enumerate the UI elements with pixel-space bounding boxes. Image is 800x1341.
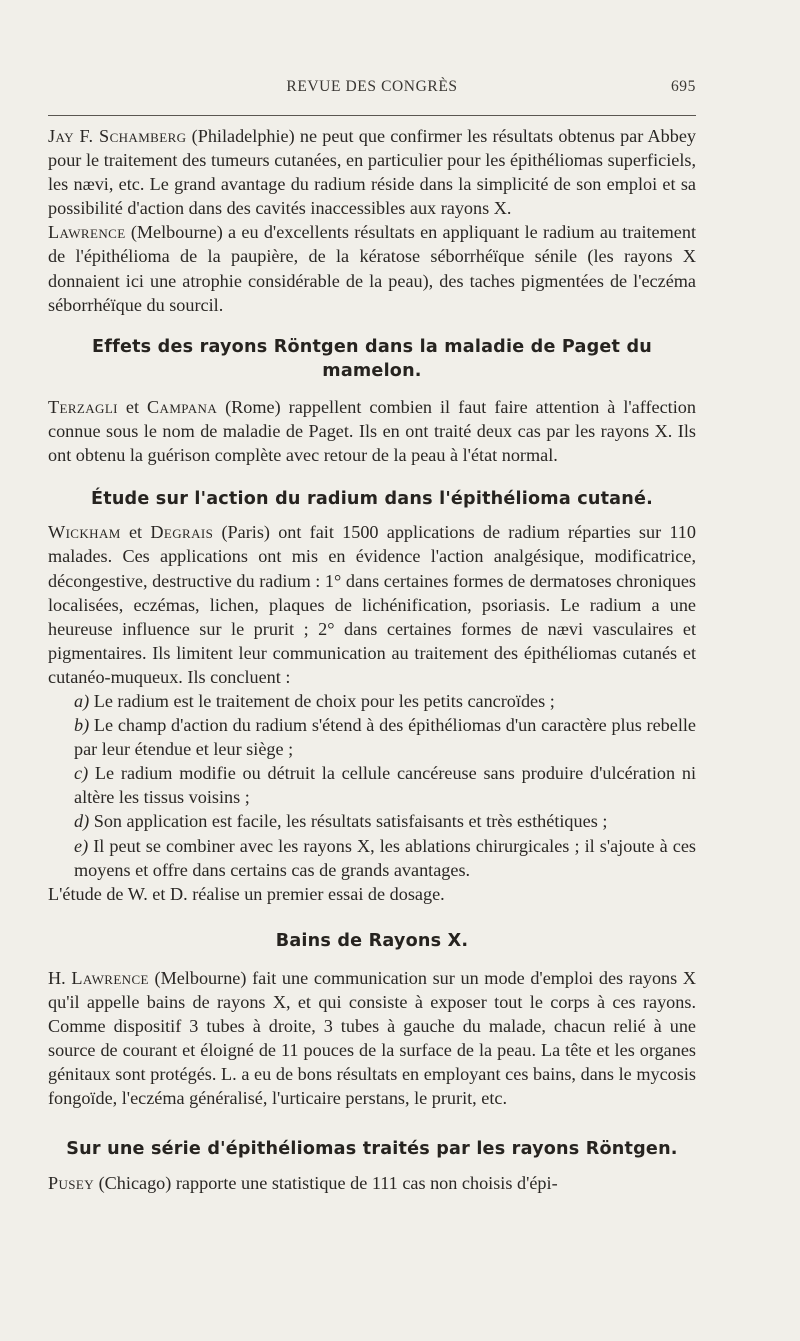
list-item [48, 834, 696, 882]
paragraph-text: (Paris) ont fait 1500 applications de radium réparties sur 110 malades. Ces applications ont mis en évidence l'action analgésique, modificatrice, décongestive, destructive du radium : 1° dans certaines formes de dermatoses chroniques localisées, eczémas, lichen, plaques de lichénification, psoriasis. Le radium a une heureuse influence sur le prurit ; 2° dans certaines formes de nævi vasculaires et pigmentaires. Ils limitent leur communication au traitement des épithéliomas cutanés et cutanéo-muqueux. Ils concluent : [48, 522, 696, 687]
author-name: Degrais [150, 522, 214, 543]
author-initial: H. [48, 967, 72, 988]
paragraph-text: (Melbourne) fait une communication sur un mode d'emploi des rayons X qu'il appelle bains de rayons X, et qui consiste à exposer tout le corps à ces rayons. Comme dispositif 3 tubes à droite, 3 tubes à gauche du malade, chacun relié à une source de courant et éloigné de 11 pouces de la surface de la peau. La tête et les organes génitaux sont protégés. L. a eu de bons résultats en employant ces bains, dans le mycosis fongoïde, l'eczéma généralisé, l'urticaire perstans, le prurit, etc. [48, 967, 697, 1109]
paragraph-pusey [48, 1171, 696, 1195]
author-name: Wickham [48, 522, 121, 543]
list-item-text: Son application est facile, les résultats satisfaisants et très esthétiques ; [89, 811, 608, 832]
paragraph-lawrence [48, 220, 696, 316]
paragraph-text: (Philadelphie) ne peut que confirmer les résultats obtenus par Abbey pour le traitement des tumeurs cutanées, en particulier pour les épithéliomas superficiels, les nævi, etc. Le grand avantage du radium réside dans la simplicité de son emploi et sa possibilité d'action dans des cavités inaccessibles aux rayons X. [48, 126, 696, 219]
section-heading-radium: Étude sur l'action du radium dans l'épithélioma cutané. [91, 489, 653, 510]
list-item-text: Le radium est le traitement de choix pour les petits cancroïdes ; [89, 690, 555, 711]
author-name: Pusey [48, 1172, 95, 1193]
list-item [48, 809, 696, 833]
conjunction: et [120, 522, 151, 543]
paragraph-text: (Chicago) rapporte une statistique de 111 cas non choisis d'épi- [94, 1172, 558, 1193]
list-item-label: d) [74, 811, 90, 832]
author-name: Jay F. Schamberg [48, 126, 187, 146]
paragraph-terzagli [48, 395, 696, 467]
conjunction: et [117, 396, 148, 417]
paragraph-closing: L'étude de W. et D. réalise un premier essai de dosage. [48, 883, 445, 904]
author-name: Lawrence [48, 222, 126, 243]
running-title: REVUE DES CONGRÈS [286, 78, 458, 95]
paragraph-schamberg [48, 124, 696, 220]
list-item-text: Le champ d'action du radium s'étend à des épithéliomas d'un caractère plus rebelle par leur étendue et leur siège ; [74, 715, 696, 760]
paragraph-h-lawrence [48, 966, 696, 1111]
section-heading-paget: Effets des rayons Röntgen dans la maladie de Paget du mamelon. [92, 336, 652, 381]
author-name: Campana [147, 396, 218, 417]
list-item-text: Il peut se combiner avec les rayons X, les ablations chirurgicales ; il s'ajoute à ces moyens et offre dans certains cas de grands avantages. [74, 835, 696, 880]
paragraph-text: (Melbourne) a eu d'excellents résultats en appliquant le radium au traitement de l'épithélioma de la paupière, de la kératose séborrhéïque sénile (les rayons X donnaient ici une atrophie considérable de la peau), des taches pigmentées de l'eczéma séborrhéïque du sourcil. [48, 222, 696, 315]
list-item-label: e) [74, 835, 89, 856]
section-heading-serie: Sur une série d'épithéliomas traités par les rayons Röntgen. [66, 1139, 678, 1160]
list-item [48, 761, 696, 809]
page-number: 695 [670, 78, 696, 95]
article-body [48, 124, 696, 1195]
list-item [48, 713, 696, 761]
list-item-text: Le radium modifie ou détruit la cellule cancéreuse sans produire d'ulcération ni altère les tissus voisins ; [74, 763, 696, 808]
list-item [48, 689, 696, 713]
author-name: Terzagli [48, 396, 118, 417]
header-rule [48, 115, 696, 116]
list-item-label: c) [74, 763, 89, 784]
author-name: Lawrence [71, 967, 149, 988]
section-heading-bains: Bains de Rayons X. [275, 930, 469, 951]
paragraph-wickham [48, 520, 696, 689]
running-head [48, 78, 696, 100]
list-item-label: b) [74, 715, 90, 736]
list-item-label: a) [74, 690, 90, 711]
paragraph-text: (Rome) rappellent combien il faut faire attention à l'affection connue sous le nom de maladie de Paget. Ils en ont traité deux cas par les rayons X. Ils ont obtenu la guérison complète avec retour de la peau à l'état normal. [48, 396, 696, 466]
